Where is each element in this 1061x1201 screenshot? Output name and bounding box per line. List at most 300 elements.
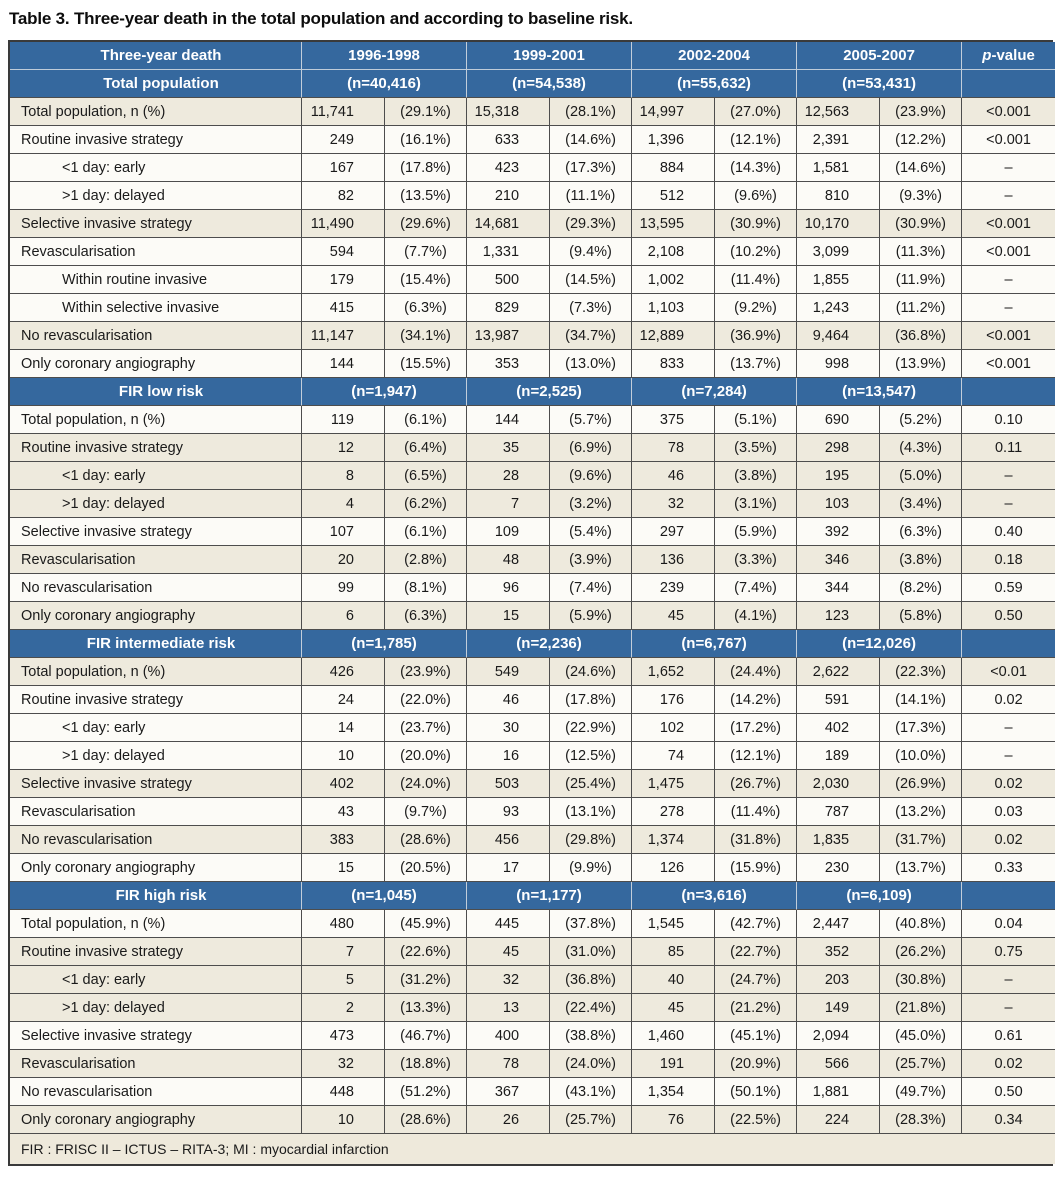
value-n: 24 (302, 686, 385, 714)
value-n: 15,318 (467, 98, 550, 126)
value-n: 17 (467, 854, 550, 882)
table-row (10, 182, 1055, 210)
value-n: 203 (797, 966, 880, 994)
table-row (10, 658, 1055, 686)
column-header-row (10, 42, 1055, 70)
row-label: Revascularisation (10, 1050, 302, 1078)
value-n: 383 (302, 826, 385, 854)
header-p-value (962, 42, 1055, 70)
value-percent: (31.8%) (715, 826, 797, 854)
value-percent: (6.3%) (880, 518, 962, 546)
value-percent: (5.4%) (550, 518, 632, 546)
table-row (10, 854, 1055, 882)
row-label: Selective invasive strategy (10, 770, 302, 798)
value-n: 10 (302, 1106, 385, 1134)
value-p: – (962, 994, 1055, 1022)
value-n: 10,170 (797, 210, 880, 238)
value-n: 7 (467, 490, 550, 518)
value-percent: (46.7%) (385, 1022, 467, 1050)
section-n-value: (n=1,177) (467, 882, 632, 910)
row-label: <1 day: early (10, 714, 302, 742)
value-percent: (24.0%) (385, 770, 467, 798)
value-n: 85 (632, 938, 715, 966)
section-p-cell (962, 70, 1055, 98)
value-n: 45 (632, 602, 715, 630)
row-label: Routine invasive strategy (10, 938, 302, 966)
value-n: 1,103 (632, 294, 715, 322)
value-n: 126 (632, 854, 715, 882)
footnote-row (10, 1134, 1055, 1164)
value-percent: (20.9%) (715, 1050, 797, 1078)
value-percent: (3.1%) (715, 490, 797, 518)
value-percent: (9.2%) (715, 294, 797, 322)
value-n: 96 (467, 574, 550, 602)
value-percent: (17.2%) (715, 714, 797, 742)
value-p: <0.001 (962, 126, 1055, 154)
row-label: <1 day: early (10, 462, 302, 490)
value-percent: (9.7%) (385, 798, 467, 826)
value-n: 456 (467, 826, 550, 854)
table-row (10, 294, 1055, 322)
table-row (10, 406, 1055, 434)
table-row (10, 770, 1055, 798)
value-percent: (3.8%) (715, 462, 797, 490)
value-n: 15 (302, 854, 385, 882)
value-n: 787 (797, 798, 880, 826)
value-n: 503 (467, 770, 550, 798)
value-percent: (2.8%) (385, 546, 467, 574)
value-percent: (13.2%) (880, 798, 962, 826)
value-percent: (12.1%) (715, 126, 797, 154)
value-n: 249 (302, 126, 385, 154)
value-n: 13,595 (632, 210, 715, 238)
section-label: FIR intermediate risk (10, 630, 302, 658)
value-percent: (45.1%) (715, 1022, 797, 1050)
value-percent: (38.8%) (550, 1022, 632, 1050)
value-percent: (4.1%) (715, 602, 797, 630)
value-p: 0.04 (962, 910, 1055, 938)
value-percent: (3.5%) (715, 434, 797, 462)
value-p: 0.33 (962, 854, 1055, 882)
value-percent: (14.2%) (715, 686, 797, 714)
value-percent: (11.3%) (880, 238, 962, 266)
value-percent: (3.3%) (715, 546, 797, 574)
value-percent: (45.9%) (385, 910, 467, 938)
value-n: 884 (632, 154, 715, 182)
row-label: Only coronary angiography (10, 854, 302, 882)
section-n-value: (n=2,236) (467, 630, 632, 658)
table-row (10, 490, 1055, 518)
value-percent: (36.8%) (880, 322, 962, 350)
value-p: <0.001 (962, 98, 1055, 126)
value-percent: (30.8%) (880, 966, 962, 994)
value-n: 179 (302, 266, 385, 294)
value-n: 30 (467, 714, 550, 742)
value-n: 210 (467, 182, 550, 210)
row-label: Selective invasive strategy (10, 518, 302, 546)
table-row (10, 938, 1055, 966)
value-percent: (7.4%) (715, 574, 797, 602)
value-percent: (49.7%) (880, 1078, 962, 1106)
value-p: – (962, 266, 1055, 294)
section-header-row (10, 882, 1055, 910)
value-n: 2,622 (797, 658, 880, 686)
value-percent: (28.6%) (385, 1106, 467, 1134)
p-value-rest: -value (991, 47, 1035, 64)
table-row (10, 966, 1055, 994)
row-label: Selective invasive strategy (10, 1022, 302, 1050)
value-percent: (5.1%) (715, 406, 797, 434)
value-p: <0.001 (962, 322, 1055, 350)
value-n: 32 (302, 1050, 385, 1078)
value-n: 32 (632, 490, 715, 518)
value-percent: (24.0%) (550, 1050, 632, 1078)
value-percent: (30.9%) (880, 210, 962, 238)
table-row (10, 546, 1055, 574)
value-percent: (6.4%) (385, 434, 467, 462)
value-n: 144 (467, 406, 550, 434)
value-n: 136 (632, 546, 715, 574)
value-p: 0.34 (962, 1106, 1055, 1134)
value-percent: (45.0%) (880, 1022, 962, 1050)
value-percent: (25.4%) (550, 770, 632, 798)
value-percent: (51.2%) (385, 1078, 467, 1106)
value-n: 78 (632, 434, 715, 462)
row-label: >1 day: delayed (10, 182, 302, 210)
value-percent: (28.3%) (880, 1106, 962, 1134)
value-p: 0.03 (962, 798, 1055, 826)
value-percent: (9.3%) (880, 182, 962, 210)
value-p: 0.40 (962, 518, 1055, 546)
table-row (10, 238, 1055, 266)
value-n: 14 (302, 714, 385, 742)
value-percent: (14.5%) (550, 266, 632, 294)
value-percent: (9.4%) (550, 238, 632, 266)
value-percent: (8.2%) (880, 574, 962, 602)
value-n: 415 (302, 294, 385, 322)
value-percent: (25.7%) (880, 1050, 962, 1078)
value-n: 402 (302, 770, 385, 798)
value-n: 352 (797, 938, 880, 966)
value-n: 12,889 (632, 322, 715, 350)
section-n-value: (n=7,284) (632, 378, 797, 406)
header-three-year-death: Three-year death (10, 42, 302, 70)
value-p: 0.59 (962, 574, 1055, 602)
value-n: 549 (467, 658, 550, 686)
value-percent: (30.9%) (715, 210, 797, 238)
value-n: 1,243 (797, 294, 880, 322)
value-p: – (962, 490, 1055, 518)
value-p: <0.001 (962, 238, 1055, 266)
section-n-value: (n=40,416) (302, 70, 467, 98)
value-percent: (20.5%) (385, 854, 467, 882)
row-label: >1 day: delayed (10, 490, 302, 518)
row-label: Routine invasive strategy (10, 126, 302, 154)
table-row (10, 742, 1055, 770)
value-n: 78 (467, 1050, 550, 1078)
value-p: 0.10 (962, 406, 1055, 434)
section-p-cell (962, 882, 1055, 910)
value-n: 7 (302, 938, 385, 966)
table-row (10, 266, 1055, 294)
value-n: 500 (467, 266, 550, 294)
value-percent: (3.2%) (550, 490, 632, 518)
value-percent: (11.4%) (715, 266, 797, 294)
value-n: 35 (467, 434, 550, 462)
header-period-2005-2007: 2005-2007 (797, 42, 962, 70)
value-n: 367 (467, 1078, 550, 1106)
value-percent: (23.9%) (880, 98, 962, 126)
value-percent: (6.3%) (385, 294, 467, 322)
value-n: 833 (632, 350, 715, 378)
value-n: 99 (302, 574, 385, 602)
value-n: 195 (797, 462, 880, 490)
value-n: 45 (632, 994, 715, 1022)
value-percent: (13.7%) (880, 854, 962, 882)
value-p: <0.01 (962, 658, 1055, 686)
value-percent: (34.1%) (385, 322, 467, 350)
value-n: 224 (797, 1106, 880, 1134)
table-frame (8, 40, 1053, 1166)
row-label: No revascularisation (10, 574, 302, 602)
value-n: 109 (467, 518, 550, 546)
table-row (10, 994, 1055, 1022)
value-p: 0.75 (962, 938, 1055, 966)
value-p: 0.02 (962, 686, 1055, 714)
value-percent: (6.2%) (385, 490, 467, 518)
value-p: – (962, 462, 1055, 490)
table-row (10, 574, 1055, 602)
value-n: 344 (797, 574, 880, 602)
value-percent: (17.3%) (550, 154, 632, 182)
value-percent: (22.9%) (550, 714, 632, 742)
value-percent: (12.2%) (880, 126, 962, 154)
value-n: 278 (632, 798, 715, 826)
row-label: <1 day: early (10, 966, 302, 994)
value-percent: (13.5%) (385, 182, 467, 210)
value-n: 107 (302, 518, 385, 546)
row-label: No revascularisation (10, 322, 302, 350)
value-percent: (24.6%) (550, 658, 632, 686)
value-n: 402 (797, 714, 880, 742)
row-label: Revascularisation (10, 546, 302, 574)
value-n: 566 (797, 1050, 880, 1078)
value-percent: (3.9%) (550, 546, 632, 574)
section-n-value: (n=3,616) (632, 882, 797, 910)
value-n: 46 (632, 462, 715, 490)
row-label: Total population, n (%) (10, 910, 302, 938)
value-p: – (962, 714, 1055, 742)
table-row (10, 462, 1055, 490)
table-row (10, 518, 1055, 546)
value-percent: (5.9%) (550, 602, 632, 630)
table-row (10, 126, 1055, 154)
value-percent: (29.8%) (550, 826, 632, 854)
row-label: No revascularisation (10, 1078, 302, 1106)
value-percent: (7.4%) (550, 574, 632, 602)
table-row (10, 210, 1055, 238)
row-label: Within selective invasive (10, 294, 302, 322)
value-percent: (6.9%) (550, 434, 632, 462)
value-n: 4 (302, 490, 385, 518)
value-n: 810 (797, 182, 880, 210)
value-n: 445 (467, 910, 550, 938)
value-n: 1,354 (632, 1078, 715, 1106)
value-percent: (29.1%) (385, 98, 467, 126)
value-percent: (9.9%) (550, 854, 632, 882)
value-percent: (10.2%) (715, 238, 797, 266)
footnote-text: FIR : FRISC II – ICTUS – RITA-3; MI : myocardial infarction (10, 1134, 1055, 1164)
value-n: 43 (302, 798, 385, 826)
section-n-value: (n=2,525) (467, 378, 632, 406)
value-percent: (9.6%) (715, 182, 797, 210)
value-n: 473 (302, 1022, 385, 1050)
value-percent: (15.9%) (715, 854, 797, 882)
section-p-cell (962, 378, 1055, 406)
value-n: 9,464 (797, 322, 880, 350)
value-percent: (21.8%) (880, 994, 962, 1022)
value-percent: (36.8%) (550, 966, 632, 994)
value-percent: (15.4%) (385, 266, 467, 294)
value-percent: (17.3%) (880, 714, 962, 742)
table-row (10, 686, 1055, 714)
value-n: 400 (467, 1022, 550, 1050)
value-percent: (23.7%) (385, 714, 467, 742)
table-row (10, 322, 1055, 350)
value-p: 0.61 (962, 1022, 1055, 1050)
section-n-value: (n=6,767) (632, 630, 797, 658)
value-n: 2 (302, 994, 385, 1022)
value-percent: (11.1%) (550, 182, 632, 210)
value-p: – (962, 966, 1055, 994)
value-percent: (5.9%) (715, 518, 797, 546)
value-percent: (24.4%) (715, 658, 797, 686)
value-percent: (23.9%) (385, 658, 467, 686)
row-label: Routine invasive strategy (10, 434, 302, 462)
value-percent: (13.1%) (550, 798, 632, 826)
value-n: 10 (302, 742, 385, 770)
value-percent: (27.0%) (715, 98, 797, 126)
value-n: 1,581 (797, 154, 880, 182)
value-n: 1,545 (632, 910, 715, 938)
value-percent: (11.4%) (715, 798, 797, 826)
header-period-1999-2001: 1999-2001 (467, 42, 632, 70)
section-n-value: (n=1,947) (302, 378, 467, 406)
value-n: 426 (302, 658, 385, 686)
value-n: 11,741 (302, 98, 385, 126)
value-percent: (31.7%) (880, 826, 962, 854)
value-n: 12,563 (797, 98, 880, 126)
value-percent: (42.7%) (715, 910, 797, 938)
table-row (10, 1106, 1055, 1134)
value-n: 26 (467, 1106, 550, 1134)
value-percent: (11.9%) (880, 266, 962, 294)
value-percent: (6.5%) (385, 462, 467, 490)
section-n-value: (n=12,026) (797, 630, 962, 658)
value-n: 149 (797, 994, 880, 1022)
value-percent: (22.3%) (880, 658, 962, 686)
three-year-death-table (10, 42, 1055, 1164)
row-label: >1 day: delayed (10, 742, 302, 770)
value-n: 1,835 (797, 826, 880, 854)
value-n: 2,030 (797, 770, 880, 798)
value-percent: (28.1%) (550, 98, 632, 126)
value-percent: (5.7%) (550, 406, 632, 434)
value-percent: (22.7%) (715, 938, 797, 966)
value-n: 32 (467, 966, 550, 994)
value-percent: (8.1%) (385, 574, 467, 602)
section-header-row (10, 630, 1055, 658)
value-n: 2,108 (632, 238, 715, 266)
row-label: >1 day: delayed (10, 994, 302, 1022)
value-n: 11,490 (302, 210, 385, 238)
table-row (10, 1022, 1055, 1050)
value-percent: (5.2%) (880, 406, 962, 434)
value-n: 1,002 (632, 266, 715, 294)
value-percent: (12.1%) (715, 742, 797, 770)
section-n-value: (n=55,632) (632, 70, 797, 98)
value-p: – (962, 182, 1055, 210)
value-n: 1,374 (632, 826, 715, 854)
value-n: 40 (632, 966, 715, 994)
value-n: 829 (467, 294, 550, 322)
value-n: 76 (632, 1106, 715, 1134)
value-n: 16 (467, 742, 550, 770)
value-percent: (22.0%) (385, 686, 467, 714)
value-n: 1,475 (632, 770, 715, 798)
value-percent: (13.9%) (880, 350, 962, 378)
value-n: 512 (632, 182, 715, 210)
section-n-value: (n=1,785) (302, 630, 467, 658)
value-n: 2,391 (797, 126, 880, 154)
table-row (10, 602, 1055, 630)
value-percent: (9.6%) (550, 462, 632, 490)
value-p: 0.50 (962, 1078, 1055, 1106)
value-percent: (20.0%) (385, 742, 467, 770)
value-n: 633 (467, 126, 550, 154)
value-n: 15 (467, 602, 550, 630)
section-n-value: (n=13,547) (797, 378, 962, 406)
value-percent: (21.2%) (715, 994, 797, 1022)
value-n: 144 (302, 350, 385, 378)
value-p: 0.18 (962, 546, 1055, 574)
table-row (10, 434, 1055, 462)
value-percent: (24.7%) (715, 966, 797, 994)
table-row (10, 798, 1055, 826)
table-row (10, 714, 1055, 742)
value-n: 82 (302, 182, 385, 210)
table-row (10, 154, 1055, 182)
value-n: 13 (467, 994, 550, 1022)
value-percent: (31.2%) (385, 966, 467, 994)
p-value-italic-p: p (982, 47, 992, 64)
row-label: No revascularisation (10, 826, 302, 854)
value-n: 102 (632, 714, 715, 742)
value-n: 346 (797, 546, 880, 574)
value-percent: (43.1%) (550, 1078, 632, 1106)
value-percent: (17.8%) (385, 154, 467, 182)
value-n: 20 (302, 546, 385, 574)
section-label: FIR high risk (10, 882, 302, 910)
value-percent: (29.3%) (550, 210, 632, 238)
value-n: 189 (797, 742, 880, 770)
row-label: Revascularisation (10, 238, 302, 266)
value-n: 14,681 (467, 210, 550, 238)
section-n-value: (n=54,538) (467, 70, 632, 98)
value-n: 1,331 (467, 238, 550, 266)
value-percent: (31.0%) (550, 938, 632, 966)
table-row (10, 1078, 1055, 1106)
